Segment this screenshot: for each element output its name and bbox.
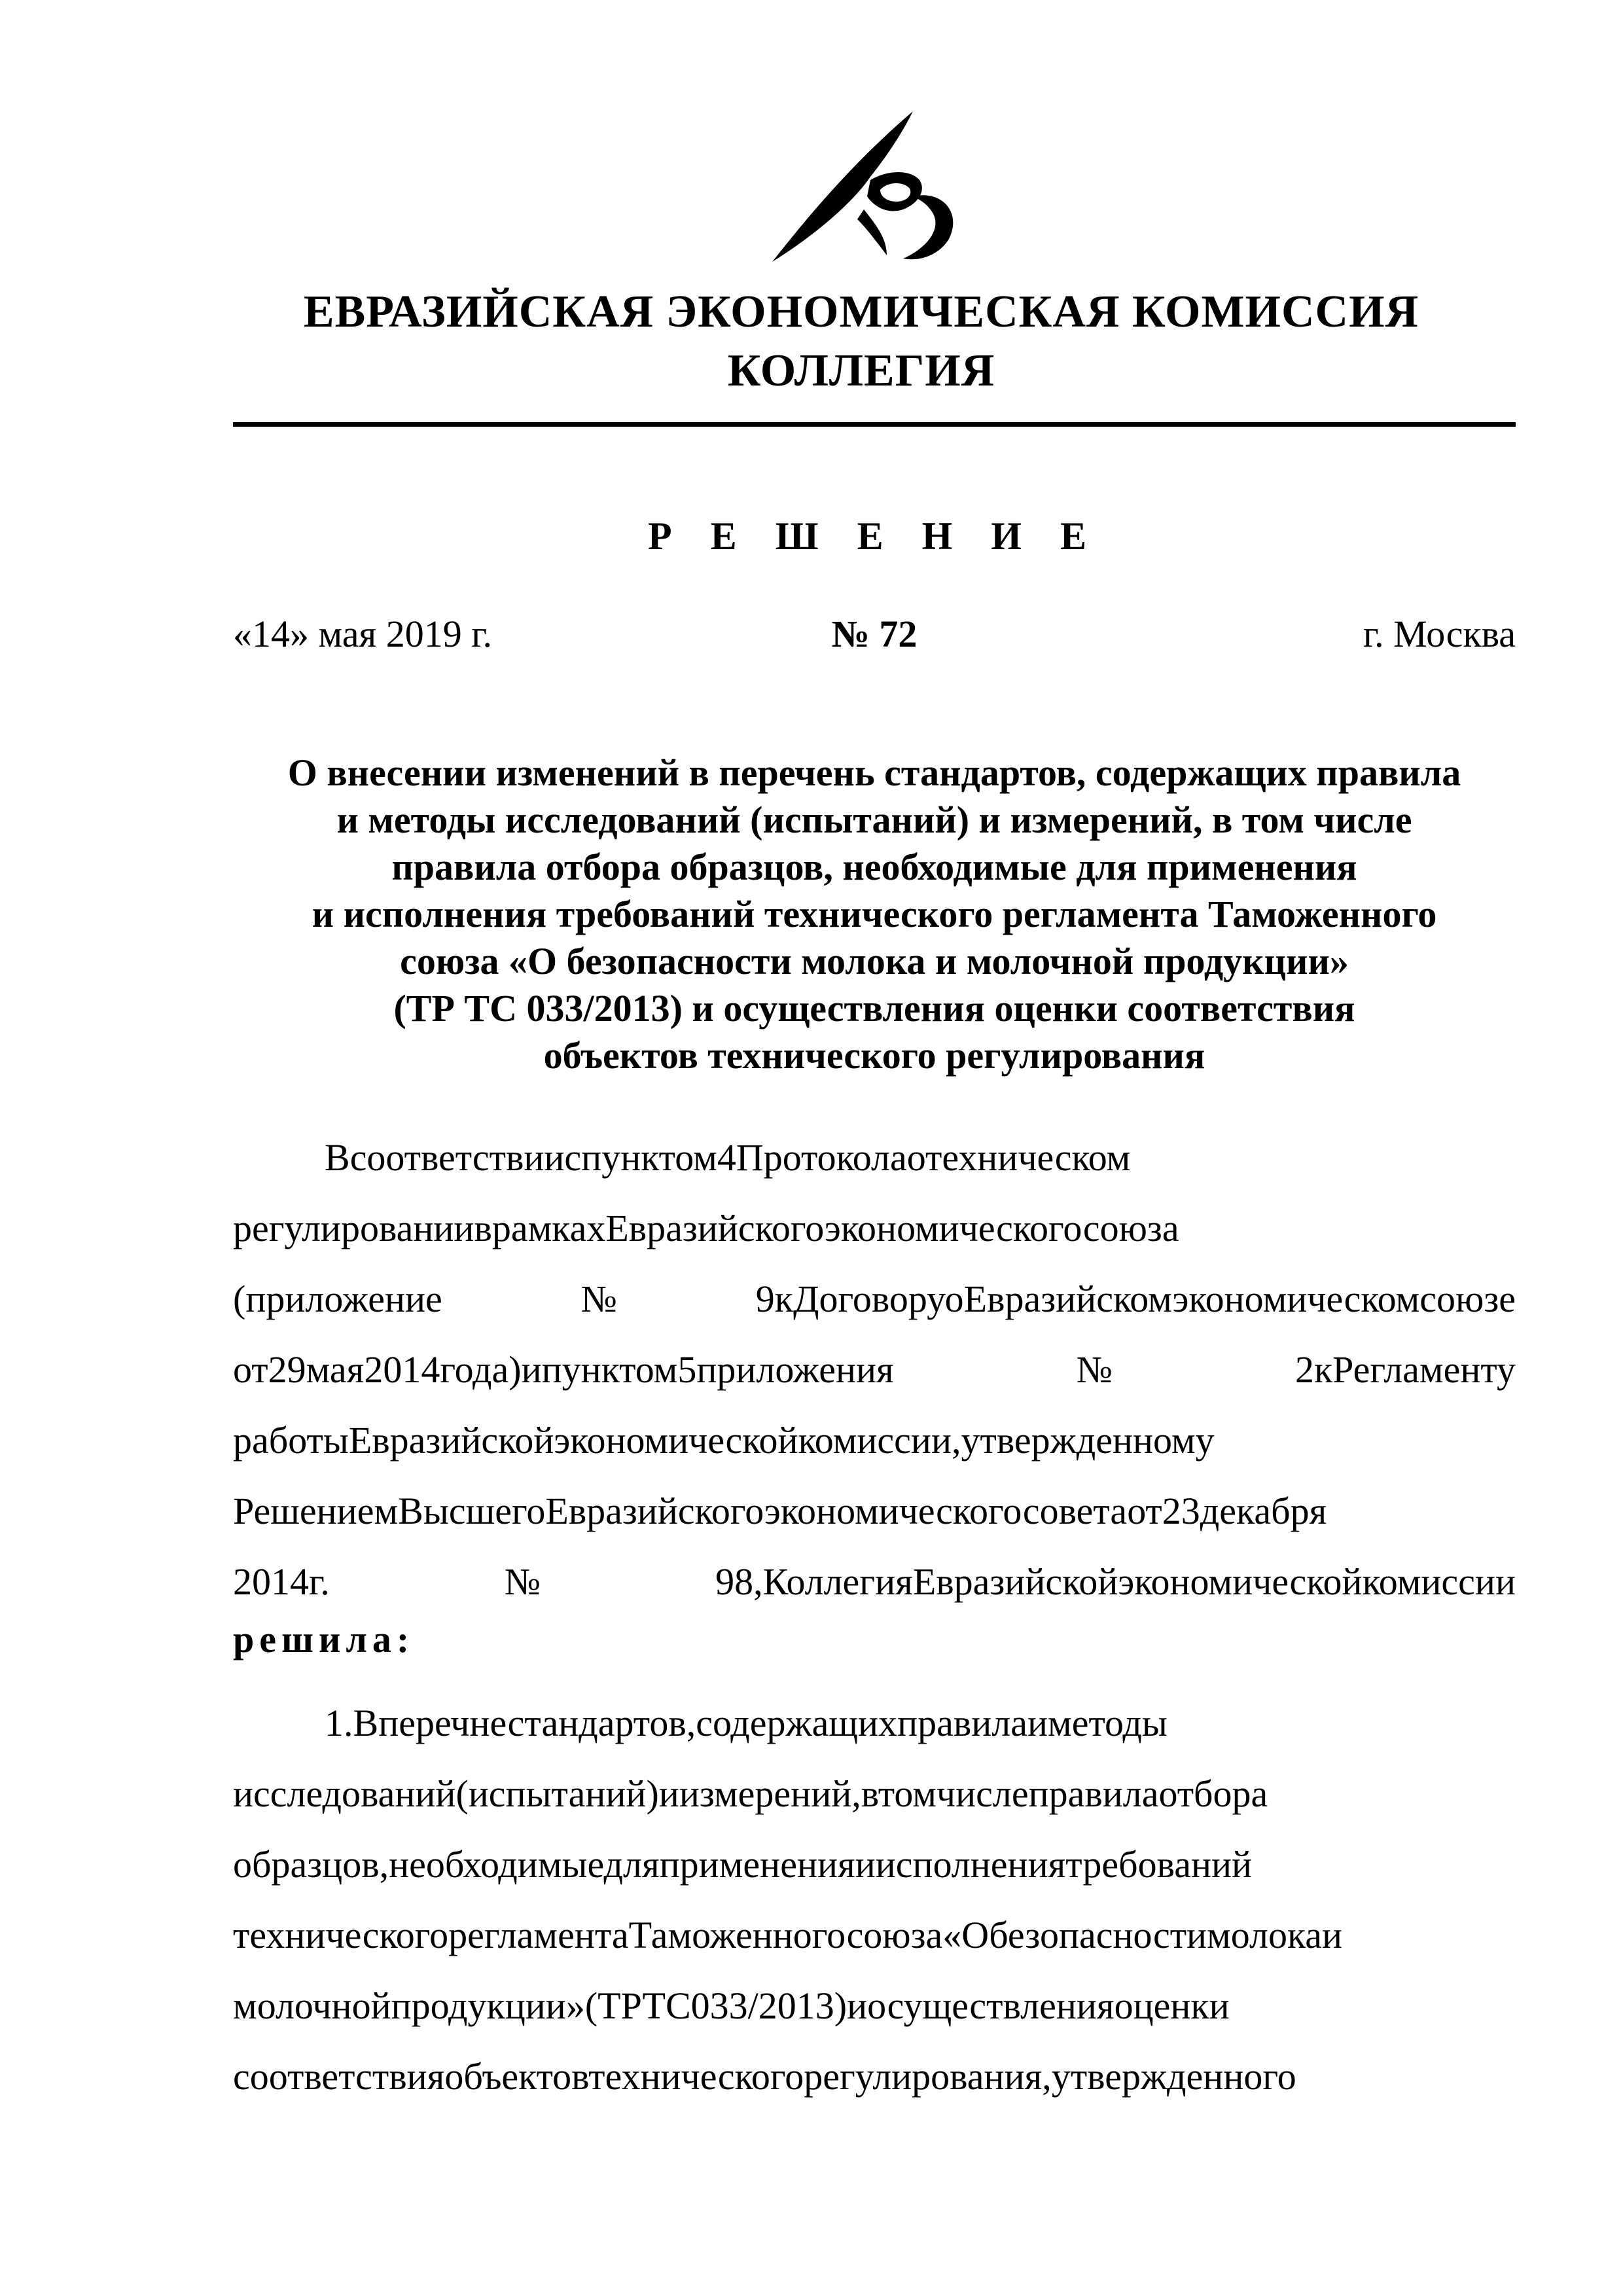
word: объектов: [444, 2055, 589, 2098]
document-number: № 72: [831, 613, 918, 655]
word: рамках: [491, 1207, 606, 1249]
paragraph-line: [233, 1405, 1516, 1476]
word: регламента: [448, 1914, 629, 1956]
word: В: [325, 1136, 350, 1179]
title-line: правила отбора образцов, необходимые для применения: [391, 846, 1357, 888]
word: правила: [897, 1702, 1027, 1744]
preamble-paragraph: [233, 1122, 1516, 1617]
word: числе: [936, 1772, 1029, 1815]
word: технического: [233, 1914, 449, 1956]
word: утвержденному: [961, 1419, 1215, 1462]
word: исполнения: [875, 1843, 1066, 1886]
word: том: [878, 1772, 936, 1815]
word: соответствия: [233, 2055, 445, 2098]
organization-body: КОЛЛЕГИЯ: [727, 346, 995, 396]
paragraph-line: [233, 1971, 1516, 2041]
word: осуществления: [867, 1984, 1115, 2027]
word: Протокола: [736, 1136, 907, 1179]
resolved-word: решила:: [233, 1618, 415, 1660]
title-line: (ТР ТС 033/2013) и осуществления оценки соответствия: [393, 987, 1355, 1030]
title-line: союза «О безопасности молока и молочной продукции»: [400, 940, 1349, 982]
word: технического: [588, 2055, 804, 2098]
word: декабря: [1200, 1490, 1327, 1532]
word: с: [564, 1136, 582, 1179]
word: и: [1322, 1914, 1343, 1956]
word: Евразийской: [348, 1419, 554, 1462]
word: методы: [1048, 1702, 1168, 1744]
word: (ТР: [584, 1984, 643, 2027]
word: Евразийской: [912, 1560, 1118, 1603]
word: экономическом: [1172, 1278, 1420, 1320]
word: (приложение: [233, 1278, 442, 1320]
paragraph-line: [233, 1335, 1516, 1405]
word: применения: [659, 1843, 855, 1886]
paragraph-line: [233, 1688, 1516, 1759]
word: (испытаний): [455, 1772, 659, 1815]
paragraph-line: [233, 1264, 1516, 1335]
word: 2014: [233, 1560, 309, 1603]
word: о: [906, 1136, 925, 1179]
word: Евразийского: [545, 1490, 764, 1532]
word: союзе: [1419, 1278, 1516, 1320]
word: №: [442, 1278, 756, 1320]
word: 2014: [364, 1348, 440, 1391]
word: отбора: [1158, 1772, 1268, 1815]
word: образцов,: [233, 1843, 389, 1886]
word: 2: [1294, 1348, 1314, 1391]
word: измерений,: [679, 1772, 861, 1815]
word: Коллегия: [762, 1560, 913, 1603]
item-1-paragraph: [233, 1688, 1516, 2112]
paragraph-line: [233, 1759, 1516, 1829]
paragraph-line: [233, 1900, 1516, 1971]
word: к: [774, 1278, 793, 1320]
word: соответствии: [349, 1136, 565, 1179]
header-divider: [233, 422, 1516, 427]
word: 9: [755, 1278, 775, 1320]
document-city: г. Москва: [1363, 613, 1516, 655]
title-line: и методы исследований (испытаний) и измерений, в том числе: [336, 798, 1412, 841]
word: 5: [677, 1348, 697, 1391]
word: 1.: [325, 1702, 353, 1744]
word: экономического: [764, 1490, 1023, 1532]
word: требований: [1065, 1843, 1253, 1886]
paragraph-line: [233, 1476, 1516, 1547]
word: ТС: [642, 1984, 691, 2027]
word: 98,: [715, 1560, 763, 1603]
word: Решением: [233, 1490, 399, 1532]
word: необходимые: [389, 1843, 604, 1886]
word: Евразийском: [963, 1278, 1173, 1320]
word: г.: [309, 1560, 330, 1603]
word: комиссии: [1362, 1560, 1516, 1603]
word: Договору: [793, 1278, 945, 1320]
word: регулирования,: [804, 2055, 1052, 2098]
word: для: [603, 1843, 660, 1886]
paragraph-line: [233, 1193, 1516, 1264]
word: года): [440, 1348, 522, 1391]
word: экономической: [554, 1419, 798, 1462]
word: Регламенту: [1332, 1348, 1516, 1391]
word: и: [658, 1772, 679, 1815]
document-type: Р Е Ш Е Н И Е: [648, 514, 1101, 558]
word: в: [861, 1772, 878, 1815]
word: 033/2013): [690, 1984, 847, 2027]
word: союза: [1082, 1207, 1179, 1249]
word: экономического: [824, 1207, 1083, 1249]
word: и: [1027, 1702, 1048, 1744]
word: молока: [1207, 1914, 1323, 1956]
word: совета: [1022, 1490, 1128, 1532]
paragraph-line: [233, 1829, 1516, 1900]
eec-emblem-icon: [746, 98, 969, 295]
word: 4: [717, 1136, 736, 1179]
word: 23: [1162, 1490, 1200, 1532]
word: безопасности: [989, 1914, 1207, 1956]
word: мая: [306, 1348, 365, 1391]
word: экономической: [1118, 1560, 1363, 1603]
word: пунктом: [581, 1136, 717, 1179]
word: стандартов,: [507, 1702, 696, 1744]
word: в: [474, 1207, 492, 1249]
word: исследований: [233, 1772, 456, 1815]
word: В: [353, 1702, 379, 1744]
document-date: «14» мая 2019 г.: [233, 613, 492, 655]
word: «О: [942, 1914, 990, 1956]
title-line: объектов технического регулирования: [543, 1034, 1205, 1077]
word: к: [1313, 1348, 1333, 1391]
word: Таможенного: [628, 1914, 847, 1956]
word: №: [893, 1348, 1295, 1391]
word: и: [521, 1348, 542, 1391]
paragraph-line: [233, 1122, 1516, 1193]
word: союза: [846, 1914, 943, 1956]
word: утвержденного: [1051, 2055, 1296, 2098]
paragraph-line: [233, 1547, 1516, 1617]
word: регулировании: [233, 1207, 474, 1249]
word: содержащих: [696, 1702, 898, 1744]
word: продукции»: [391, 1984, 585, 2027]
word: №: [329, 1560, 716, 1603]
word: молочной: [233, 1984, 391, 2027]
word: Высшего: [398, 1490, 546, 1532]
word: о: [944, 1278, 964, 1320]
word: и: [847, 1984, 868, 2027]
word: комиссии,: [798, 1419, 961, 1462]
word: перечне: [378, 1702, 508, 1744]
title-line: и исполнения требований технического регламента Таможенного: [312, 893, 1437, 935]
word: приложения: [696, 1348, 894, 1391]
title-line: О внесении изменений в перечень стандартов, содержащих правила: [287, 751, 1461, 794]
word: и: [855, 1843, 876, 1886]
document-title: [233, 749, 1516, 1079]
word: от: [1127, 1490, 1162, 1532]
word: от: [233, 1348, 268, 1391]
word: правила: [1028, 1772, 1159, 1815]
paragraph-line: [233, 2041, 1516, 2112]
document-meta: [233, 612, 1516, 664]
word: техническом: [925, 1136, 1131, 1179]
word: работы: [233, 1419, 349, 1462]
organization-name: ЕВРАЗИЙСКАЯ ЭКОНОМИЧЕСКАЯ КОМИССИЯ: [303, 287, 1419, 337]
word: оценки: [1114, 1984, 1230, 2027]
word: пунктом: [541, 1348, 678, 1391]
word: 29: [268, 1348, 306, 1391]
word: Евразийского: [605, 1207, 825, 1249]
